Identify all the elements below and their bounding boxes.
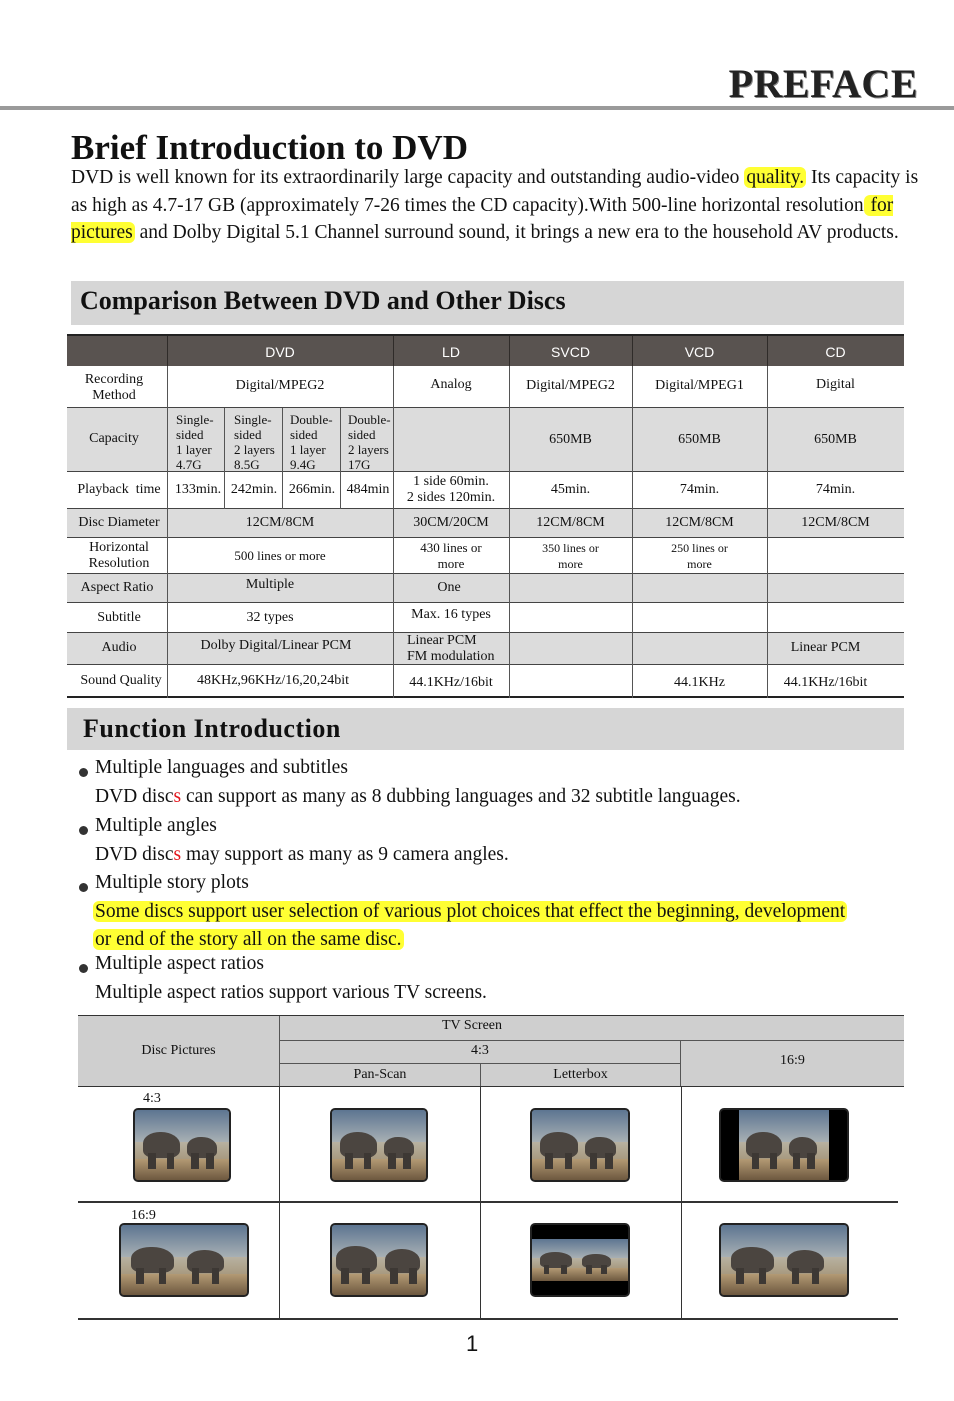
function-title: Multiple aspect ratios xyxy=(95,953,264,974)
function-description: or end of the story all on the same disc. xyxy=(95,929,402,950)
row-43-label: 4:3 xyxy=(143,1091,161,1106)
cell: Max. 16 types xyxy=(411,607,491,622)
row-169-label: 16:9 xyxy=(131,1208,156,1223)
cell: 12CM/8CM xyxy=(665,515,734,530)
cell: 30CM/20CM xyxy=(413,515,489,530)
elephant-picture-169-panscan xyxy=(330,1223,428,1297)
elephant-picture-43-panscan xyxy=(330,1108,428,1182)
ratio-43-label: 4:3 xyxy=(471,1043,489,1058)
function-description: Multiple aspect ratios support various TV screens. xyxy=(95,982,487,1003)
cell: Linear PCM xyxy=(790,640,861,655)
row-sound-quality xyxy=(67,665,904,698)
cell: 266min. xyxy=(288,482,336,497)
cell: 484min xyxy=(346,482,390,497)
cell: 650MB xyxy=(549,432,592,447)
row-label: Disc Diameter xyxy=(78,515,160,530)
intro-text-3: and Dolby Digital 5.1 Channel surround sound, it brings a new era to the household AV products. xyxy=(134,222,899,243)
row-capacity xyxy=(67,408,904,472)
elephant-picture-43-on-169 xyxy=(719,1108,849,1182)
cell: Digital/MPEG1 xyxy=(655,378,744,393)
cell: 12CM/8CM xyxy=(801,515,870,530)
row-horizontal-resolution xyxy=(67,538,904,574)
tv-screen-label: TV Screen xyxy=(442,1018,502,1033)
cell: Analog xyxy=(430,377,472,392)
cell: 74min. xyxy=(815,482,856,497)
row-disc-diameter xyxy=(67,509,904,538)
highlight-quality: quality. xyxy=(746,167,805,188)
comparison-section-title: Comparison Between DVD and Other Discs xyxy=(71,281,904,325)
col-ld: LD xyxy=(442,344,460,360)
intro-text-1: DVD is well known for its extraordinarily large capacity and outstanding audio-video xyxy=(71,167,745,188)
cell: Digital/MPEG2 xyxy=(526,378,615,393)
function-description: DVD discs can support as many as 8 dubbing languages and 32 subtitle languages. xyxy=(95,786,741,807)
cell: Linear PCM FM modulation xyxy=(407,633,495,664)
highlight-for-pictures: for pictures xyxy=(71,194,894,243)
cell: 12CM/8CM xyxy=(536,515,605,530)
function-description: Some discs support user selection of various plot choices that effect the beginning, development xyxy=(95,901,846,922)
row-label: Aspect Ratio xyxy=(80,580,154,595)
row-subtitle xyxy=(67,603,904,633)
function-title: Multiple story plots xyxy=(95,872,249,893)
cell: Multiple xyxy=(245,577,295,592)
bullet-icon xyxy=(79,883,88,892)
bullet-icon xyxy=(79,768,88,777)
intro-heading: Brief Introduction to DVD xyxy=(71,128,468,167)
row-label: Audio xyxy=(101,640,137,655)
row-label: Recording Method xyxy=(84,372,144,403)
cell: 350 lines or more xyxy=(542,541,599,571)
function-section-title: Function Introduction xyxy=(67,708,904,750)
row-label: Capacity xyxy=(89,431,139,446)
page-header-title: PREFACE xyxy=(728,61,918,106)
function-title: Multiple angles xyxy=(95,815,217,836)
cell: Dolby Digital/Linear PCM xyxy=(200,638,352,653)
cell: One xyxy=(437,580,461,595)
cell: 1 side 60min. 2 sides 120min. xyxy=(406,474,496,505)
intro-paragraph xyxy=(71,164,926,247)
row-label: Subtitle xyxy=(97,610,141,625)
disc-pictures-label: Disc Pictures xyxy=(141,1043,216,1058)
cell: 44.1KHz/16bit xyxy=(409,675,493,690)
cell: 48KHz,96KHz/16,20,24bit xyxy=(196,673,350,688)
capacity-type: Single- sided 2 layers 8.5G xyxy=(234,412,275,472)
bullet-icon xyxy=(79,826,88,835)
capacity-type: Double- sided 2 layers 17G xyxy=(348,412,391,472)
elephant-picture-169-disc xyxy=(119,1223,249,1297)
cell: 133min. xyxy=(174,482,222,497)
cell: 12CM/8CM xyxy=(245,515,315,530)
cell: 650MB xyxy=(678,432,721,447)
elephant-picture-169-on-169 xyxy=(719,1223,849,1297)
row-aspect-ratio xyxy=(67,574,904,603)
cell: 500 lines or more xyxy=(234,548,326,563)
pan-scan-label: Pan-Scan xyxy=(353,1067,407,1082)
cell: 74min. xyxy=(679,482,720,497)
page-number: 1 xyxy=(466,1331,479,1356)
ratio-169-label: 16:9 xyxy=(780,1053,805,1068)
capacity-type: Double- sided 1 layer 9.4G xyxy=(290,412,333,472)
elephant-picture-43-disc xyxy=(133,1108,231,1182)
function-title: Multiple languages and subtitles xyxy=(95,757,348,778)
elephant-picture-169-letterbox xyxy=(530,1223,630,1297)
row-audio xyxy=(67,633,904,665)
capacity-type: Single- sided 1 layer 4.7G xyxy=(176,412,214,472)
header-rule xyxy=(0,106,954,110)
cell: 45min. xyxy=(550,482,591,497)
row-recording-method xyxy=(67,366,904,408)
cell: 32 types xyxy=(246,610,294,625)
row-label: Horizontal Resolution xyxy=(88,540,150,571)
row-label: Playback time xyxy=(77,482,161,497)
elephant-picture-43-letterbox xyxy=(530,1108,630,1182)
cell: 44.1KHz/16bit xyxy=(783,675,868,690)
col-vcd: VCD xyxy=(684,344,715,360)
col-cd: CD xyxy=(825,344,846,360)
screen-table-header xyxy=(78,1015,904,1087)
comparison-table-header xyxy=(67,334,904,366)
cell: 242min. xyxy=(230,482,278,497)
bullet-icon xyxy=(79,964,88,973)
col-svcd: SVCD xyxy=(551,344,590,360)
function-description: DVD discs may support as many as 9 camera angles. xyxy=(95,844,509,865)
cell: Digital/MPEG2 xyxy=(235,378,325,393)
row-playback-time xyxy=(67,472,904,509)
cell: 250 lines or more xyxy=(671,541,728,571)
cell: 44.1KHz xyxy=(674,675,725,690)
letterbox-label: Letterbox xyxy=(553,1067,608,1082)
row-label: Sound Quality xyxy=(80,673,162,688)
cell: 430 lines or more xyxy=(420,540,482,571)
cell: Digital xyxy=(816,377,855,392)
cell: 650MB xyxy=(814,432,857,447)
col-dvd: DVD xyxy=(265,344,295,360)
intro-text-2: Its capacity is as high as 4.7-17 GB (approximately 7-26 times the CD capacity).With 500-line horizontal resolution xyxy=(71,167,919,216)
